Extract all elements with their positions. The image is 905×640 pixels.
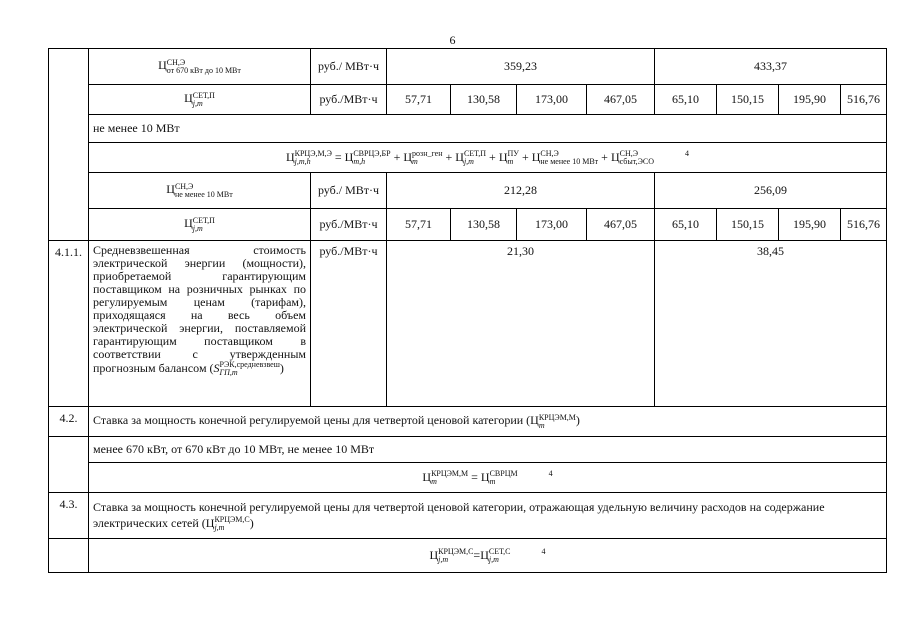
footnote-mark: 4 <box>541 546 546 556</box>
value-cell: 150,15 <box>717 85 779 115</box>
section-label: менее 670 кВт, от 670 кВт до 10 МВт, не менее 10 МВт <box>89 437 887 463</box>
item-number: 4.2. <box>49 407 89 437</box>
item-number: 4.3. <box>49 493 89 539</box>
value-cell: 65,10 <box>655 209 717 241</box>
value-cell: 173,00 <box>517 209 587 241</box>
unit-cell: руб./МВт·ч <box>311 85 387 115</box>
value-cell: 130,58 <box>451 85 517 115</box>
unit-cell: руб./ МВт·ч <box>311 173 387 209</box>
table-row <box>49 539 887 573</box>
table-row <box>49 463 887 493</box>
value-cell: 65,10 <box>655 85 717 115</box>
value-cell: 57,71 <box>387 209 451 241</box>
value-cell: 21,30 <box>387 241 655 407</box>
table-row <box>49 173 887 209</box>
formula-cell <box>89 463 887 493</box>
table-row <box>49 49 887 85</box>
value-cell: 38,45 <box>655 241 887 407</box>
item-title: Ставка за мощность конечной регулируемой цены для четвертой ценовой категории, отражающая удельную величину расходов на содержание электрических сетей (Ц КРЦЭМ,С j,m ) <box>89 493 887 539</box>
table-row <box>49 115 887 143</box>
formula-symbol: Ц СЕТ,П j,m <box>184 90 215 108</box>
empty-number-cell <box>49 49 89 241</box>
formula-cell <box>89 143 887 173</box>
empty-number-cell <box>49 539 89 573</box>
formula: Ц КРЦЭ,М,Э j,m,h = Ц СВРЦЭ,БР m,h + Ц розн_ген m + Ц СЕТ,П j,m + Ц ПУ m + Ц СН,Э не менее 10 МВт + Ц СН,Э сбыт,ЭСО $^4$ <box>285 148 690 167</box>
symbol-cell <box>89 209 311 241</box>
value-cell: 212,28 <box>387 173 655 209</box>
formula-cell <box>89 539 887 573</box>
item-title: Ставка за мощность конечной регулируемой цены для четвертой ценовой категории (Ц КРЦЭМ,М m ) <box>89 407 887 437</box>
page-number: 6 <box>449 33 456 47</box>
value-cell: 467,05 <box>587 209 655 241</box>
value-cell: 150,15 <box>717 209 779 241</box>
table-row <box>49 209 887 241</box>
unit-cell: руб./МВт·ч <box>311 241 387 407</box>
empty-number-cell <box>49 437 89 493</box>
value-cell: 467,05 <box>587 85 655 115</box>
symbol-cell <box>89 173 311 209</box>
value-cell: 256,09 <box>655 173 887 209</box>
formula-symbol: Ц СЕТ,П j,m <box>184 215 215 233</box>
formula: Ц КРЦЭМ,М m = Ц СВРЦМ m $^4$ <box>422 468 553 487</box>
footnote-mark: 4 <box>548 468 553 478</box>
value-cell: 173,00 <box>517 85 587 115</box>
footnote-mark: 4 <box>685 148 690 158</box>
symbol-cell <box>89 85 311 115</box>
value-cell: 57,71 <box>387 85 451 115</box>
unit-cell: руб./МВт·ч <box>311 209 387 241</box>
formula-symbol: Ц СН,Э от 670 кВт до 10 МВт <box>158 57 241 75</box>
unit-cell: руб./ МВт·ч <box>311 49 387 85</box>
value-cell: 195,90 <box>779 85 841 115</box>
table-row <box>49 437 887 463</box>
value-cell: 516,76 <box>841 85 887 115</box>
item-description: Средневзвешенная стоимость электрической энергии (мощности), приобретаемой гарантирующим поставщиком на розничных рынках по регулируемым ценам (тарифам), приходящаяся на весь объем электрической энергии, поставляемой гарантирующим поставщиком в соответствии с утвержденным прогнозным балансом (S РЭК,средневзвеш ГП,m ) <box>89 241 311 407</box>
formula: Ц КРЦЭМ,С j,m =Ц СЕТ,С j,m $^4$ <box>429 546 546 565</box>
item-number: 4.1.1. <box>49 241 89 407</box>
table-row <box>49 241 887 407</box>
value-cell: 433,37 <box>655 49 887 85</box>
formula-symbol: Ц СН,Э не менее 10 МВт <box>166 181 233 199</box>
table-row <box>49 407 887 437</box>
value-cell: 130,58 <box>451 209 517 241</box>
tariff-table <box>48 48 887 573</box>
table-row <box>49 493 887 539</box>
value-cell: 516,76 <box>841 209 887 241</box>
section-label: не менее 10 МВт <box>89 115 887 143</box>
table-row <box>49 85 887 115</box>
table-row <box>49 143 887 173</box>
symbol-cell <box>89 49 311 85</box>
value-cell: 359,23 <box>387 49 655 85</box>
value-cell: 195,90 <box>779 209 841 241</box>
